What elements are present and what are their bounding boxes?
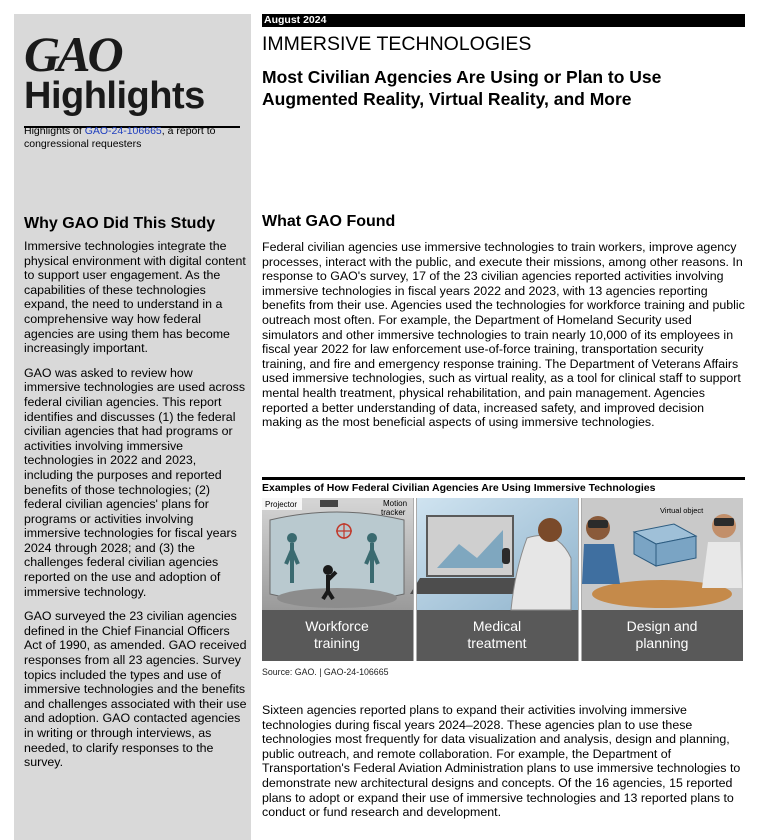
report-number-link[interactable]: GAO-24-106665 xyxy=(84,125,162,137)
designer-left-body xyxy=(582,544,620,584)
gao-logo-text: GAO xyxy=(24,26,121,82)
projector-device xyxy=(320,500,338,507)
caption-design-2: planning xyxy=(635,635,689,651)
training-floor xyxy=(277,588,397,608)
motion-label-1: Motion xyxy=(383,499,408,508)
ar-headset-left-icon xyxy=(588,520,608,528)
projector-label: Projector xyxy=(265,500,298,509)
caption-medical-1: Medical xyxy=(472,618,522,634)
caption-workforce-2: training xyxy=(314,635,360,651)
gao-highlights-logo xyxy=(24,26,249,117)
motion-label-2: tracker xyxy=(381,508,406,517)
figure-rule xyxy=(262,477,745,480)
laptop-base xyxy=(410,578,530,594)
caption-workforce-1: Workforce xyxy=(305,618,369,634)
highlights-prefix: Highlights of xyxy=(24,125,85,137)
highlights-sidebar xyxy=(14,14,251,840)
clinician-head xyxy=(538,518,562,542)
found-paragraph-1: Federal civilian agencies use immersive technologies to train workers, improve agency processes, interact with the public, and execute their missions, among other reasons. In response to GAO's survey, 17 of the 23 civilian agencies reported activities involving immersive technologies in fiscal years 2022 and 2023, with 13 agencies reporting benefits from their use. Agencies used the technologies for workforce training and public outreach most often. For example, the Department of Homeland Security used simulators and other immersive technologies to train nearly 10,000 of its employees in fiscal year 2022 for law enforcement use-of-force training, transportation security training, and fire and emergency response training. The Department of Veterans Affairs used immersive technologies, such as virtual reality, as a tool for clinical staff to support mental health treatment, physical rehabilitation, and pain management. Agencies reported a better understanding of data, increased safety, and improved decision making as the most beneficial aspects of using immersive technologies. xyxy=(262,240,745,430)
why-gao-body xyxy=(24,239,248,780)
virtual-figure-right-head xyxy=(367,533,377,543)
figure-title: Examples of How Federal Civilian Agencies Are Using Immersive Technologies xyxy=(262,482,656,494)
highlights-logo-text: Highlights xyxy=(24,75,205,117)
figure-source: Source: GAO. | GAO-24-106665 xyxy=(262,667,389,677)
highlights-suffix: , a report to congressional requesters xyxy=(24,125,216,150)
why-gao-title: Why GAO Did This Study xyxy=(24,215,216,232)
caption-design-1: Design and xyxy=(626,618,698,634)
ar-headset-right-icon xyxy=(714,518,734,526)
report-topic: IMMERSIVE TECHNOLOGIES xyxy=(262,33,532,55)
found-paragraph-2: Sixteen agencies reported plans to expand their activities involving immersive technologies during fiscal years 2024–2028. These agencies plan to use these technologies most frequently for data visualization and analysis, design and planning, public outreach, and remote collaboration. For example, the Department of Transportation's Federal Aviation Administration plans to use immersive technologies to demonstrate new architectural designs and concepts. Of the 16 agencies, 15 reported plans to adopt or expand their use of immersive technologies and 13 reported plans to conduct or fund research and development. xyxy=(262,703,741,820)
why-paragraph-2: GAO was asked to review how immersive technologies are used across federal civilian agencies. This report identifies and discusses (1) the federal civilian agencies that had programs or activities involving immersive technologies in 2022 and 2023, including the purposes and reported benefits of those technologies; (2) federal civilian agencies' plans for programs or activities involving immersive technologies for fiscal years 2024 through 2028; and (3) the challenges federal civilian agencies reported on the use and adoption of immersive technology. xyxy=(24,365,246,599)
highlights-of xyxy=(24,125,244,151)
date-bar xyxy=(262,14,745,27)
virtual-figure-left-head xyxy=(287,533,297,543)
figure-illustration xyxy=(262,498,743,661)
what-gao-found-title: What GAO Found xyxy=(262,213,396,230)
designer-right-body xyxy=(702,542,742,588)
report-headline: Most Civilian Agencies Are Using or Plan to Use Augmented Reality, Virtual Reality, and More xyxy=(262,67,662,109)
virtual-object-label: Virtual object xyxy=(660,506,704,515)
report-date: August 2024 xyxy=(264,14,327,26)
why-paragraph-1: Immersive technologies integrate the physical environment with digital content to support user engagement. As the capabilities of these technologies expand, the need to understand in a comprehensive way how federal agencies are using them has become increasingly important. xyxy=(24,239,246,356)
why-paragraph-3: GAO surveyed the 23 civilian agencies defined in the Chief Financial Officers Act of 1990, as amended. GAO received responses from all 23 agencies. Survey topics included the types and use of immersive technologies and the benefits and challenges associated with their use and adoption. GAO contacted agencies in writing or through interviews, as needed, to clarify responses to the survey. xyxy=(24,609,247,770)
trainee-head xyxy=(323,565,333,575)
vr-controller-icon xyxy=(502,548,510,564)
caption-medical-2: treatment xyxy=(467,635,527,651)
